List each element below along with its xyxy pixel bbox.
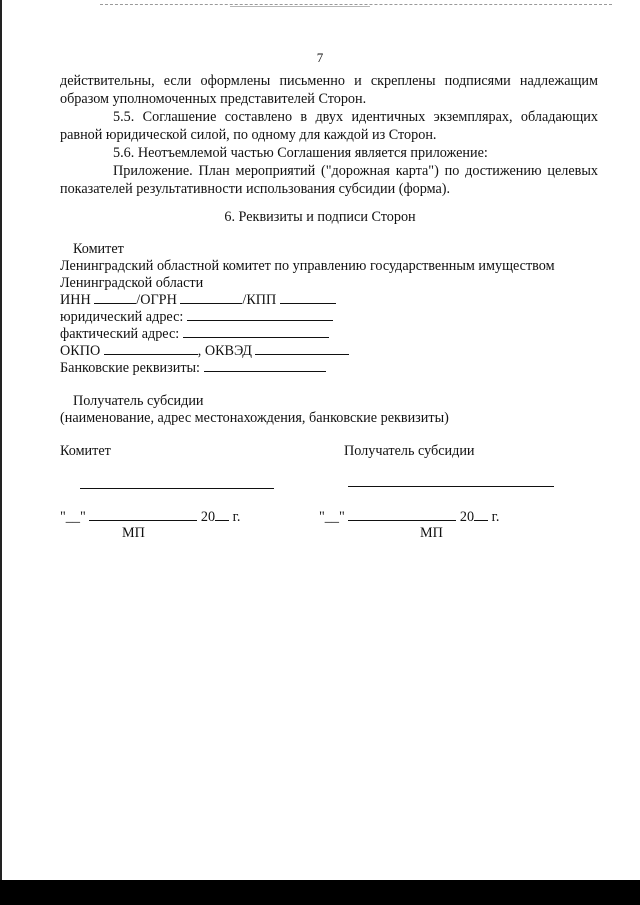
scan-edge-top [100,4,612,5]
date-left [60,508,240,526]
legal-address-row [60,308,333,326]
ogrn-blank [180,291,242,304]
paragraph-appendix: Приложение. План мероприятий ("дорожная карта") по достижению целевых показателей результативности использования субсидии (форма). [60,163,598,197]
scan-edge-bottom [0,880,640,905]
date-left-year: 20 [200,509,216,525]
actual-address-blank [183,325,329,338]
date-right [319,508,499,526]
date-right-year-blank [474,508,488,521]
bank-details-label: Банковские реквизиты: [60,360,200,376]
committee-name-line1: Ленинградский областной комитет по управлению государственным имуществом [60,258,555,274]
committee-label: Комитет [73,241,124,257]
okved-blank [255,342,349,355]
stamp-left: МП [122,525,145,541]
paragraph-5-6: 5.6. Неотъемлемой частью Соглашения является приложение: [113,145,488,161]
date-left-day: __ [65,509,80,525]
bank-details-blank [204,359,326,372]
okved-label: , ОКВЭД [197,343,252,359]
legal-address-label: юридический адрес: [60,309,184,325]
scan-edge-top-mark [230,6,370,7]
actual-address-label: фактический адрес: [60,326,180,342]
date-left-quote-open: " [60,509,66,525]
scan-edge-left [0,0,2,905]
recipient-label: Получатель субсидии [73,393,204,409]
date-right-month-blank [348,508,456,521]
section-heading: 6. Реквизиты и подписи Сторон [224,209,416,225]
signature-line-right [348,486,554,487]
okpo-blank [104,342,198,355]
date-left-year-suffix: г. [232,509,241,525]
committee-name-line2: Ленинградской области [60,275,204,291]
date-right-quote-open: " [319,509,325,525]
signature-right-title: Получатель субсидии [344,443,475,459]
date-right-year-suffix: г. [491,509,500,525]
actual-address-row [60,325,329,343]
recipient-details-hint: (наименование, адрес местонахождения, банковские реквизиты) [60,410,449,426]
date-left-year-blank [215,508,229,521]
kpp-blank [280,291,336,304]
page-number: 7 [316,50,324,65]
inn-blank [94,291,136,304]
date-right-quote-close: " [338,509,345,525]
date-right-year: 20 [459,509,475,525]
okpo-okved-row [60,342,349,360]
date-right-day: __ [324,509,339,525]
legal-address-blank [187,308,333,321]
date-left-quote-close: " [79,509,86,525]
kpp-label: /КПП [242,292,277,308]
inn-label: ИНН [60,292,91,308]
signature-line-left [80,488,274,489]
paragraph-5-5: 5.5. Соглашение составлено в двух идентичных экземплярах, обладающих равной юридической силой, по одному для каждой из Сторон. [60,109,598,143]
inn-ogrn-kpp-row [60,291,336,309]
stamp-right: МП [420,525,443,541]
okpo-label: ОКПО [60,343,101,359]
date-left-month-blank [89,508,197,521]
signature-left-title: Комитет [60,443,111,459]
ogrn-label: /ОГРН [136,292,177,308]
bank-details-row [60,359,326,377]
paragraph-continuation: действительны, если оформлены письменно и скреплены подписями надлежащим образом уполномоченных представителей Сторон. [60,73,598,107]
